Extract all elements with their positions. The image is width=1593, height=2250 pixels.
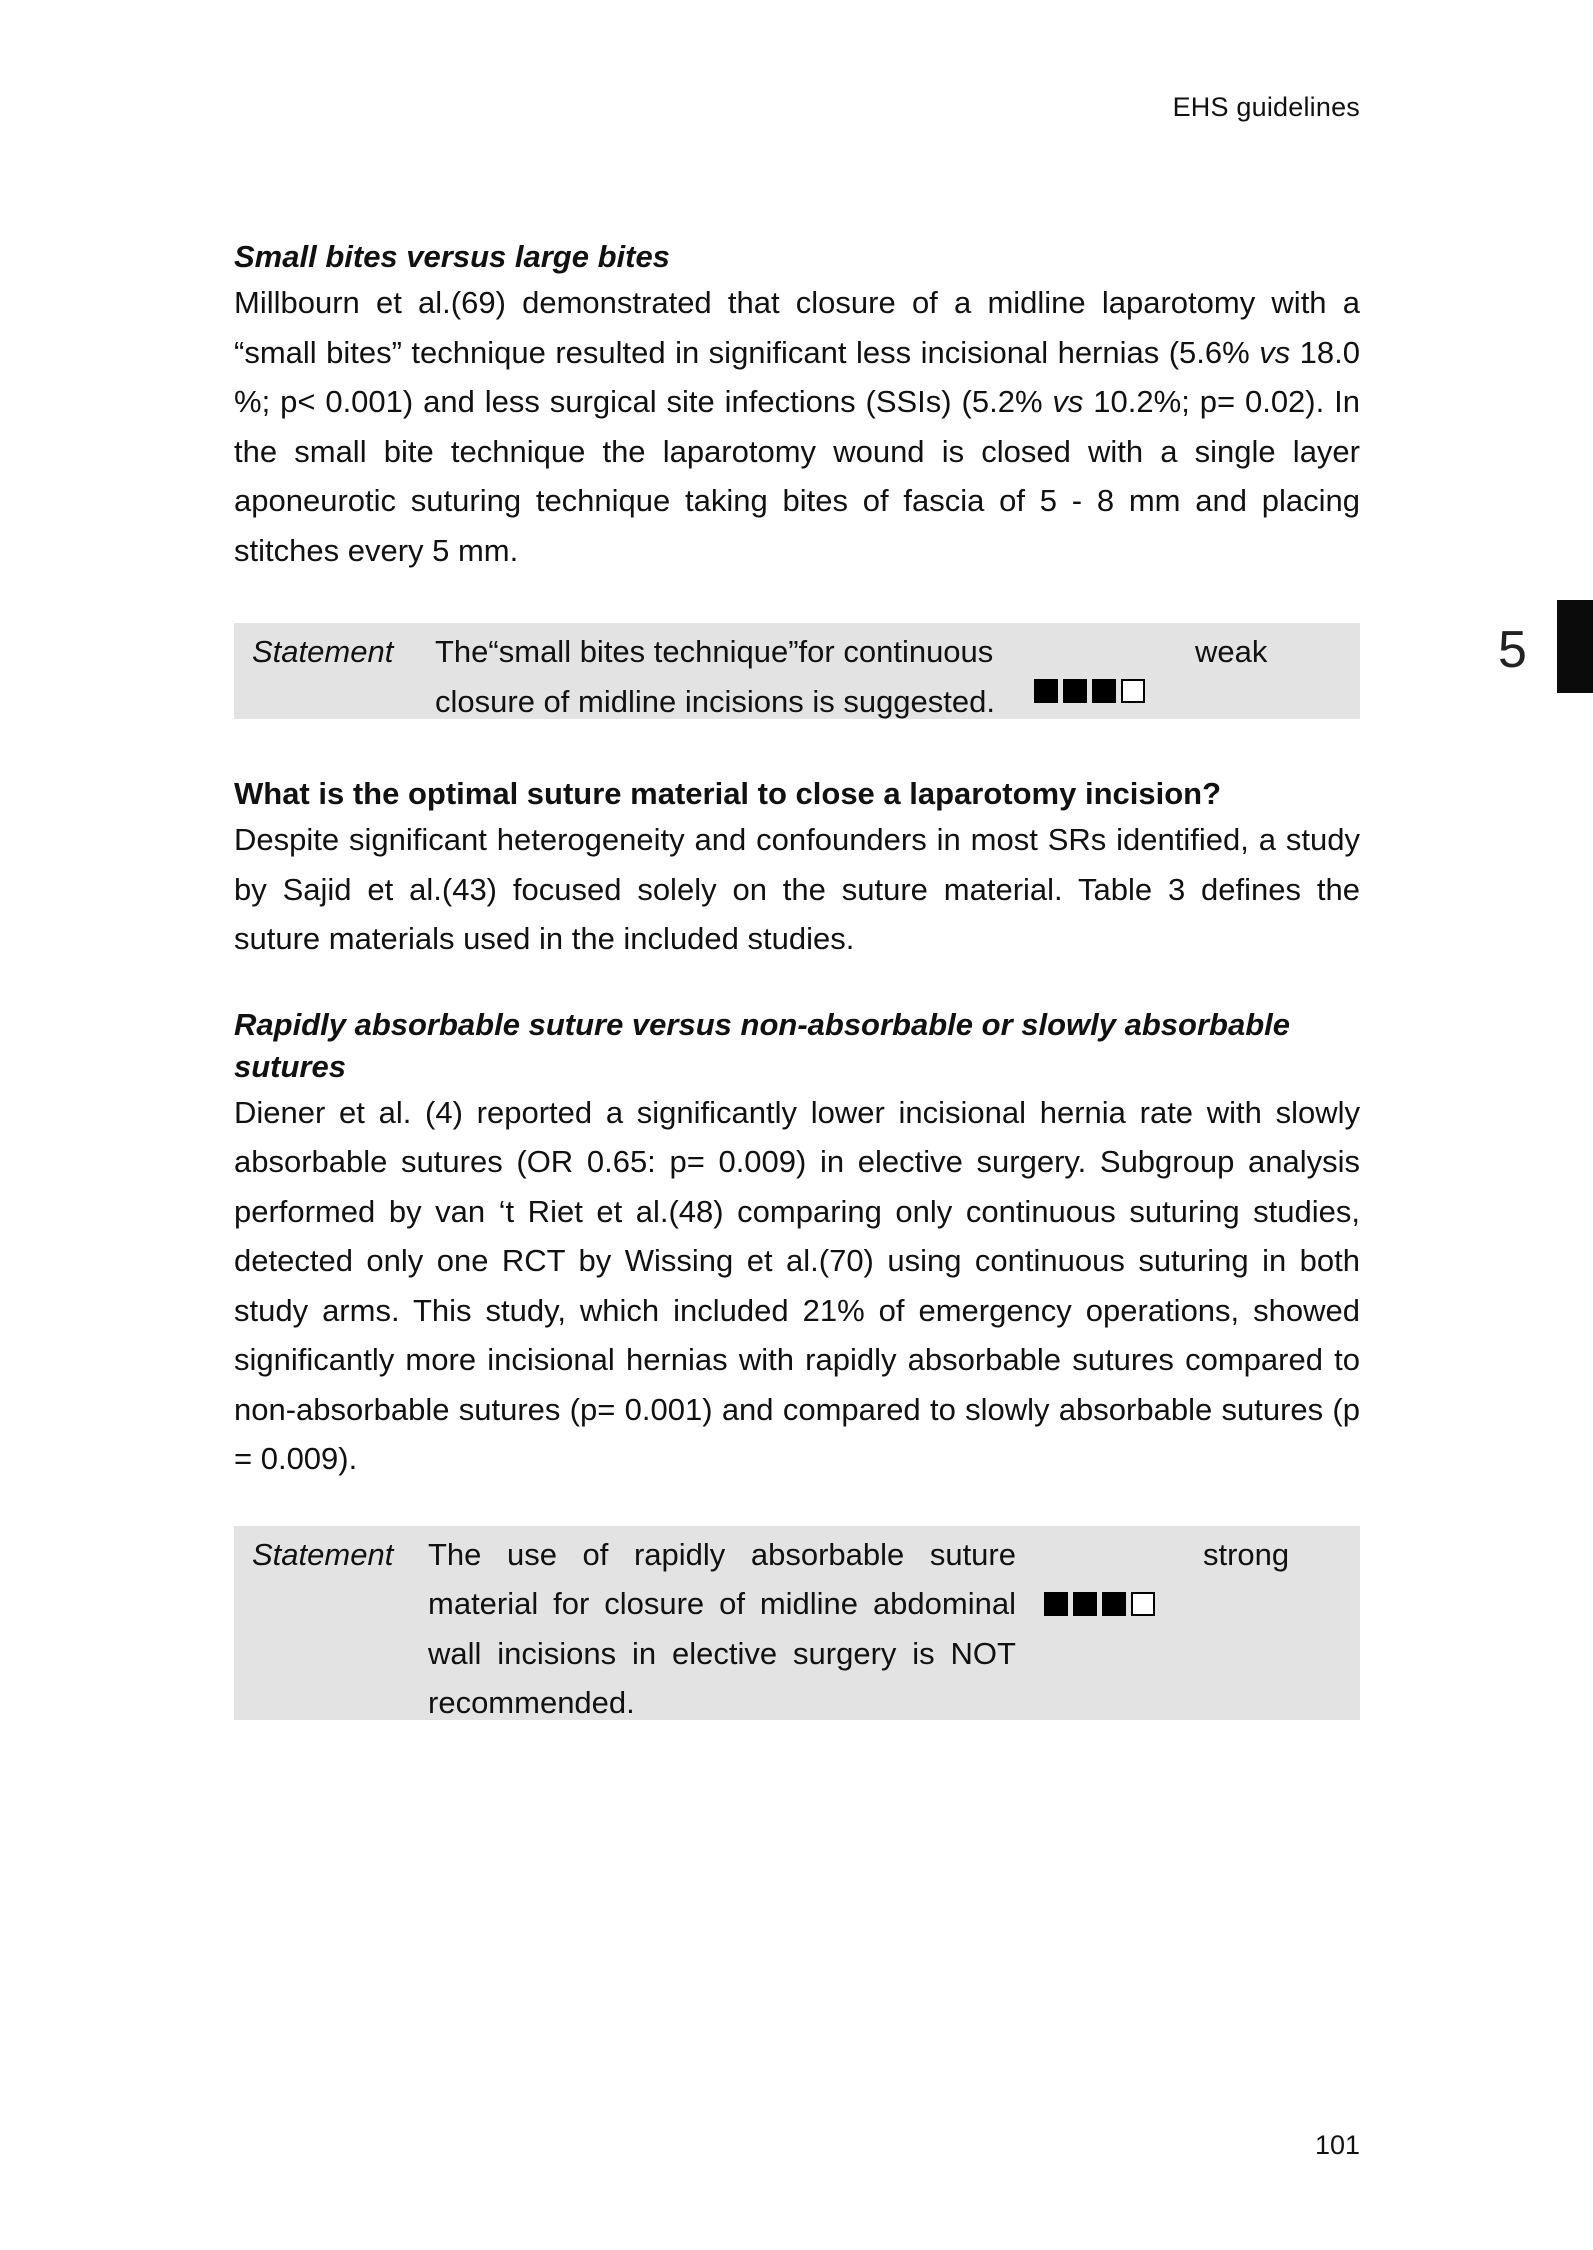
page-content (234, 236, 1360, 1720)
grade-square-filled (1063, 679, 1087, 703)
chapter-tab-marker (1557, 600, 1593, 693)
statement-label: Statement (252, 634, 394, 669)
section-heading-suture-material: What is the optimal suture material to close a laparotomy incision? (234, 776, 1222, 811)
statement-box-small-bites (234, 623, 1360, 719)
grade-square-filled (1073, 1592, 1097, 1616)
section-heading-small-bites: Small bites versus large bites (234, 239, 670, 274)
statement-box-absorbable (234, 1526, 1360, 1720)
statement-text: The use of rapidly absorbable suture material for closure of midline abdominal wall incisions in elective surgery is NOT recommended. (428, 1536, 1016, 1720)
recommendation-strength: strong (1203, 1536, 1290, 1572)
grade-square-filled (1034, 679, 1058, 703)
paragraph-suture-material: Despite significant heterogeneity and confounders in most SRs identified, a study by Sajid et al.(43) focused solely on the suture material. Table 3 defines the suture materials used in the included studies. (234, 822, 1360, 956)
section-heading-absorbable: Rapidly absorbable suture versus non-absorbable or slowly absorbable sutures (234, 1006, 1290, 1084)
paragraph-absorbable: Diener et al. (4) reported a significantly lower incisional hernia rate with slowly absorbable sutures (OR 0.65: p= 0.009) in elective surgery. Subgroup analysis performed by van ‘t Riet et al.(48) comparing only continuous suturing studies, detected only one RCT by Wissing et al.(70) using continuous suturing in both study arms. This study, which included 21% of emergency operations, showed significantly more incisional hernias with rapidly absorbable sutures compared to non-absorbable sutures (p= 0.001) and compared to slowly absorbable sutures (p = 0.009). (234, 1094, 1360, 1476)
chapter-number: 5 (1498, 621, 1527, 679)
statement-text: The“small bites technique”for continuous closure of midline incisions is suggested. (435, 634, 995, 719)
evidence-grade (1044, 1592, 1155, 1616)
grade-square-filled (1044, 1592, 1068, 1616)
grade-square-filled (1102, 1592, 1126, 1616)
grade-square-empty (1121, 679, 1145, 703)
recommendation-strength: weak (1195, 634, 1268, 669)
grade-square-filled (1092, 679, 1116, 703)
grade-square-empty (1131, 1592, 1155, 1616)
running-header: EHS guidelines (1172, 92, 1360, 122)
paragraph-small-bites: Millbourn et al.(69) demonstrated that closure of a midline laparotomy with a “small bites” technique resulted in significant less incisional hernias (5.6% vs 18.0 %; p< 0.001) and less surgical site infections (SSIs) (5.2% vs 10.2%; p= 0.02). In the small bite technique the laparotomy wound is closed with a single layer aponeurotic suturing technique taking bites of fascia of 5 - 8 mm and placing stitches every 5 mm. (234, 285, 1360, 568)
evidence-grade (1034, 679, 1145, 703)
statement-label: Statement (252, 1536, 394, 1572)
page-number: 101 (1314, 2130, 1360, 2160)
